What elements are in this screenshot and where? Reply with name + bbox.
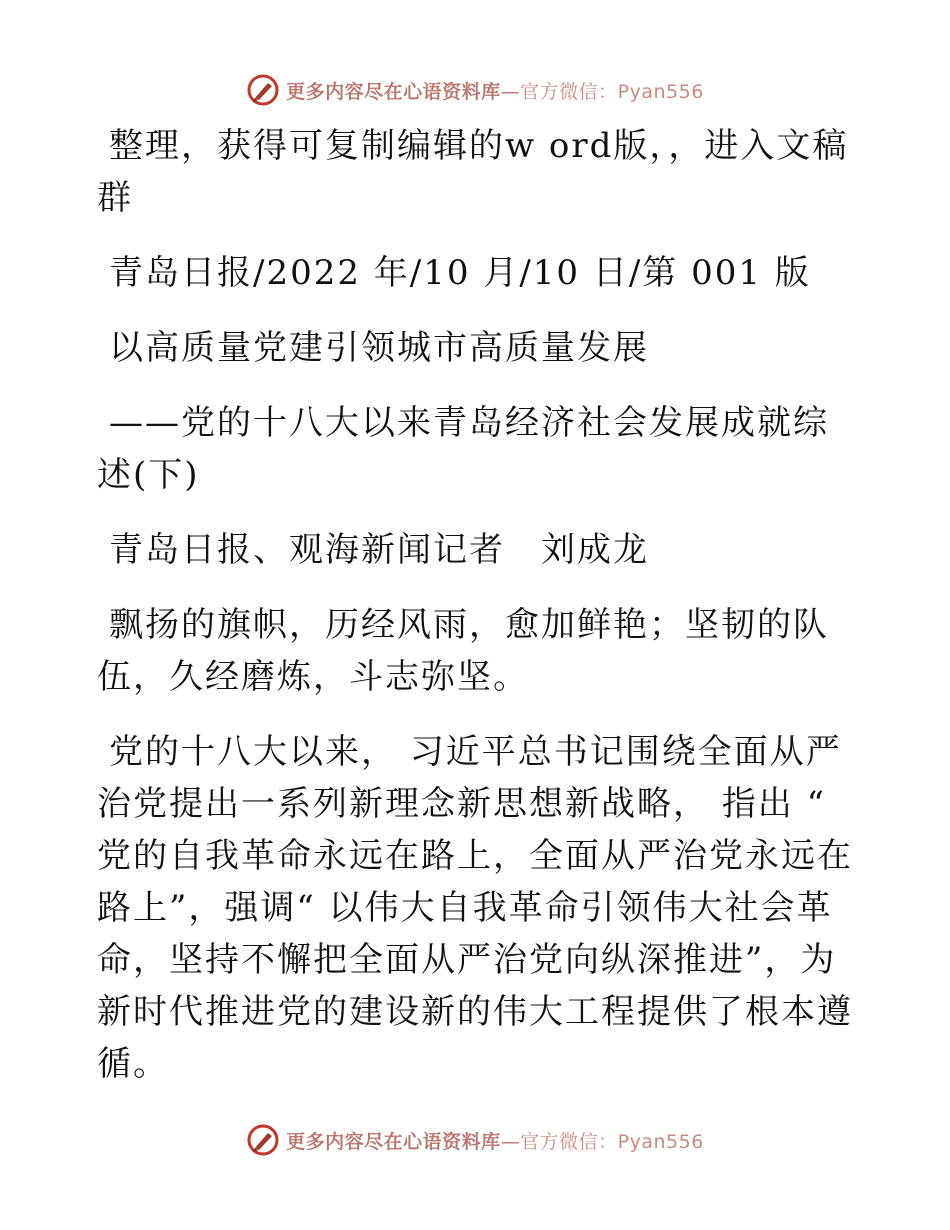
banner-wechat-text: 官方微信：Pyan556 xyxy=(520,80,704,103)
banner-separator: — xyxy=(500,80,521,103)
pen-circle-logo-icon xyxy=(246,73,280,107)
header-watermark-banner xyxy=(0,68,950,112)
banner-wechat-text: 官方微信：Pyan556 xyxy=(520,1130,704,1153)
article-subtitle: ——党的十八大以来青岛经济社会发展成就综述(下) xyxy=(97,403,829,495)
body-paragraph: 飘扬的旗帜，历经风雨，愈加鲜艳；坚韧的队伍，久经磨炼，斗志弥坚。 xyxy=(97,605,829,697)
banner-separator: — xyxy=(500,1130,521,1153)
source-line: 青岛日报/2022 年/10 月/10 日/第 001 版 xyxy=(109,253,811,293)
banner-site-text: 更多内容尽在心语资料库 xyxy=(286,1130,501,1153)
footer-watermark-banner xyxy=(0,1118,950,1162)
byline: 青岛日报、观海新闻记者 刘成龙 xyxy=(109,530,649,570)
article-title: 以高质量党建引领城市高质量发展 xyxy=(109,328,649,368)
banner-text xyxy=(286,77,704,104)
banner-text xyxy=(286,1127,704,1154)
body-paragraph: 党的十八大以来， 习近平总书记围绕全面从严治党提出一系列新理念新思想新战略， 指出 “ 党的自我革命永远在路上，全面从严治党永远在路上”，强调“ 以伟大自我革命引领伟大社会革命，坚持不懈把全面从严治党向纵深推进”，为新时代推进党的建设新的伟大工程提供了根本遵循。 xyxy=(97,732,853,1084)
document-body xyxy=(97,120,857,1113)
pen-circle-logo-icon xyxy=(246,1123,280,1157)
banner-site-text: 更多内容尽在心语资料库 xyxy=(286,80,501,103)
intro-paragraph: 整理，获得可复制编辑的w ord版，，进入文稿群 xyxy=(97,126,849,218)
